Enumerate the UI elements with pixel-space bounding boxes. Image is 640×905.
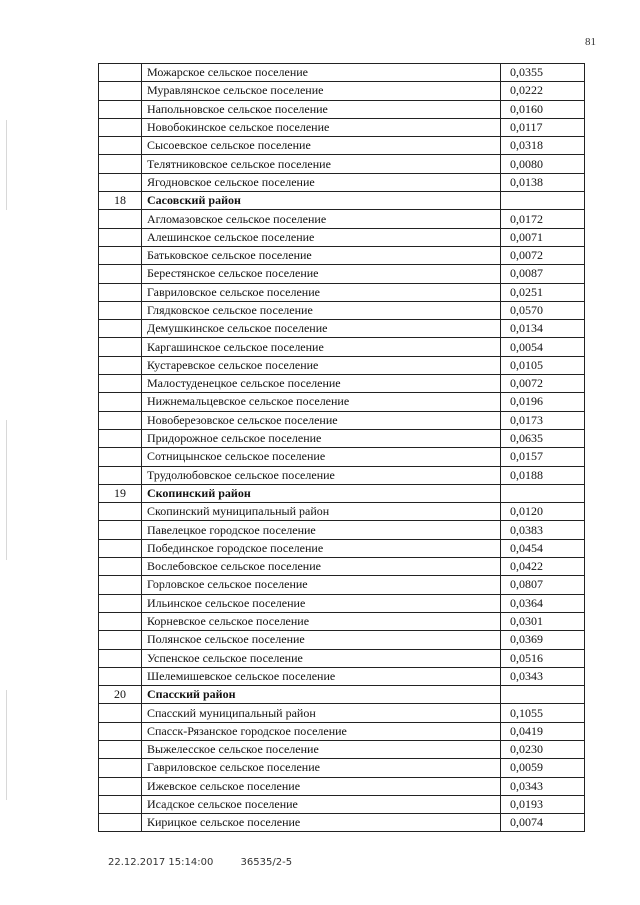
settlement-name: Новоберезовское сельское поселение [142,411,501,429]
table-row [99,539,585,557]
settlement-name: Побединское городское поселение [142,539,501,557]
table-row [99,740,585,758]
coefficient-value: 0,0419 [501,722,585,740]
settlement-name: Нижнемальцевское сельское поселение [142,393,501,411]
district-name: Сасовский район [142,192,501,210]
table-row [99,210,585,228]
table-row [99,795,585,813]
coefficient-value: 0,0422 [501,558,585,576]
row-number [99,375,142,393]
table-row [99,612,585,630]
coefficient-value: 0,1055 [501,704,585,722]
row-number: 20 [99,686,142,704]
row-number: 19 [99,484,142,502]
row-number [99,448,142,466]
table-row [99,246,585,264]
row-number [99,100,142,118]
scan-edge-mark [6,420,7,560]
coefficient-value: 0,0807 [501,576,585,594]
table-row [99,265,585,283]
row-number [99,393,142,411]
coefficient-value: 0,0054 [501,338,585,356]
footer-doc-id: 36535/2-5 [240,857,293,868]
table-row [99,173,585,191]
table-row [99,759,585,777]
table-row [99,777,585,795]
row-number [99,722,142,740]
row-number [99,64,142,82]
coefficient-value [501,484,585,502]
table-row [99,137,585,155]
table-row [99,82,585,100]
settlement-name: Гавриловское сельское поселение [142,283,501,301]
coefficient-value: 0,0080 [501,155,585,173]
coefficient-value: 0,0196 [501,393,585,411]
scan-edge-mark [6,120,7,210]
table-row [99,411,585,429]
coefficient-value: 0,0117 [501,118,585,136]
table-row [99,100,585,118]
row-number [99,503,142,521]
coefficient-value: 0,0230 [501,740,585,758]
coefficient-value: 0,0072 [501,246,585,264]
table-row [99,649,585,667]
district-row [99,686,585,704]
row-number [99,246,142,264]
settlement-name: Агломазовское сельское поселение [142,210,501,228]
settlement-name: Кирицкое сельское поселение [142,814,501,832]
row-number [99,740,142,758]
coefficient-value: 0,0173 [501,411,585,429]
row-number [99,521,142,539]
row-number [99,429,142,447]
table-row [99,667,585,685]
coefficient-value: 0,0134 [501,320,585,338]
coefficient-value: 0,0193 [501,795,585,813]
coefficient-value: 0,0160 [501,100,585,118]
coefficient-value: 0,0071 [501,228,585,246]
settlement-name: Придорожное сельское поселение [142,429,501,447]
coefficient-value: 0,0635 [501,429,585,447]
row-number [99,173,142,191]
table-row [99,429,585,447]
table-row [99,704,585,722]
coefficient-value [501,686,585,704]
footer-datetime: 22.12.2017 15:14:00 [108,857,214,868]
table-row [99,448,585,466]
table-row [99,722,585,740]
settlement-name: Можарское сельское поселение [142,64,501,82]
row-number [99,118,142,136]
coefficient-value: 0,0059 [501,759,585,777]
district-row [99,192,585,210]
row-number [99,667,142,685]
table-row [99,594,585,612]
table-row [99,228,585,246]
page-number: 81 [585,36,596,48]
table-row [99,466,585,484]
row-number [99,137,142,155]
settlement-name: Спасский муниципальный район [142,704,501,722]
settlement-name: Павелецкое городское поселение [142,521,501,539]
table-row [99,558,585,576]
row-number [99,338,142,356]
row-number [99,265,142,283]
district-name: Скопинский район [142,484,501,502]
settlement-name: Корневское сельское поселение [142,612,501,630]
row-number [99,411,142,429]
coefficient-value: 0,0105 [501,356,585,374]
table-row [99,64,585,82]
row-number [99,356,142,374]
table-row [99,375,585,393]
settlement-name: Исадское сельское поселение [142,795,501,813]
settlement-name: Спасск-Рязанское городское поселение [142,722,501,740]
coefficient-value: 0,0222 [501,82,585,100]
table-row [99,283,585,301]
row-number [99,631,142,649]
table-row [99,320,585,338]
settlement-name: Алешинское сельское поселение [142,228,501,246]
coefficient-value: 0,0087 [501,265,585,283]
coefficient-value: 0,0157 [501,448,585,466]
coefficient-value: 0,0516 [501,649,585,667]
table-row [99,814,585,832]
coefficient-value: 0,0454 [501,539,585,557]
row-number [99,795,142,813]
coefficient-value: 0,0318 [501,137,585,155]
settlement-name: Каргашинское сельское поселение [142,338,501,356]
coefficient-value: 0,0138 [501,173,585,191]
table-row [99,356,585,374]
table-row [99,155,585,173]
row-number [99,210,142,228]
table-row [99,503,585,521]
table-row [99,393,585,411]
coefficient-value: 0,0072 [501,375,585,393]
settlement-name: Новобокинское сельское поселение [142,118,501,136]
settlement-name: Кустаревское сельское поселение [142,356,501,374]
coefficient-value: 0,0172 [501,210,585,228]
coefficient-value: 0,0343 [501,777,585,795]
coefficient-value: 0,0570 [501,301,585,319]
table-row [99,576,585,594]
settlement-name: Сотницынское сельское поселение [142,448,501,466]
settlement-name: Сысоевское сельское поселение [142,137,501,155]
district-name: Спасский район [142,686,501,704]
coefficient-value: 0,0120 [501,503,585,521]
row-number [99,539,142,557]
coefficient-value: 0,0364 [501,594,585,612]
scan-edge-mark [6,690,7,800]
coefficient-value: 0,0301 [501,612,585,630]
settlement-name: Батьковское сельское поселение [142,246,501,264]
table-row [99,301,585,319]
row-number [99,82,142,100]
settlement-name: Вослебовское сельское поселение [142,558,501,576]
settlement-name: Ижевское сельское поселение [142,777,501,795]
settlement-name: Выжелесское сельское поселение [142,740,501,758]
settlement-name: Горловское сельское поселение [142,576,501,594]
coefficient-value: 0,0383 [501,521,585,539]
settlement-name: Малостуденецкое сельское поселение [142,375,501,393]
settlement-name: Телятниковское сельское поселение [142,155,501,173]
table-row [99,521,585,539]
settlement-name: Ягодновское сельское поселение [142,173,501,191]
row-number [99,704,142,722]
settlement-name: Успенское сельское поселение [142,649,501,667]
coefficient-value [501,192,585,210]
coefficient-value: 0,0369 [501,631,585,649]
settlement-name: Напольновское сельское поселение [142,100,501,118]
settlement-name: Трудолюбовское сельское поселение [142,466,501,484]
row-number [99,649,142,667]
row-number [99,228,142,246]
settlement-name: Полянское сельское поселение [142,631,501,649]
settlement-name: Ильинское сельское поселение [142,594,501,612]
row-number [99,320,142,338]
row-number [99,777,142,795]
table-body [99,64,585,832]
coefficient-value: 0,0251 [501,283,585,301]
district-row [99,484,585,502]
table-row [99,631,585,649]
settlement-name: Муравлянское сельское поселение [142,82,501,100]
row-number [99,612,142,630]
row-number [99,301,142,319]
row-number [99,155,142,173]
row-number [99,466,142,484]
row-number: 18 [99,192,142,210]
coefficient-value: 0,0188 [501,466,585,484]
row-number [99,759,142,777]
row-number [99,558,142,576]
settlement-name: Скопинский муниципальный район [142,503,501,521]
row-number [99,283,142,301]
allocation-table-container [98,63,584,832]
settlement-name: Глядковское сельское поселение [142,301,501,319]
table-row [99,118,585,136]
settlement-name: Берестянское сельское поселение [142,265,501,283]
row-number [99,576,142,594]
row-number [99,594,142,612]
coefficient-value: 0,0343 [501,667,585,685]
coefficient-value: 0,0355 [501,64,585,82]
table-row [99,338,585,356]
allocation-table [98,63,585,832]
settlement-name: Гавриловское сельское поселение [142,759,501,777]
row-number [99,814,142,832]
settlement-name: Шелемишевское сельское поселение [142,667,501,685]
settlement-name: Демушкинское сельское поселение [142,320,501,338]
coefficient-value: 0,0074 [501,814,585,832]
footer [108,857,316,868]
